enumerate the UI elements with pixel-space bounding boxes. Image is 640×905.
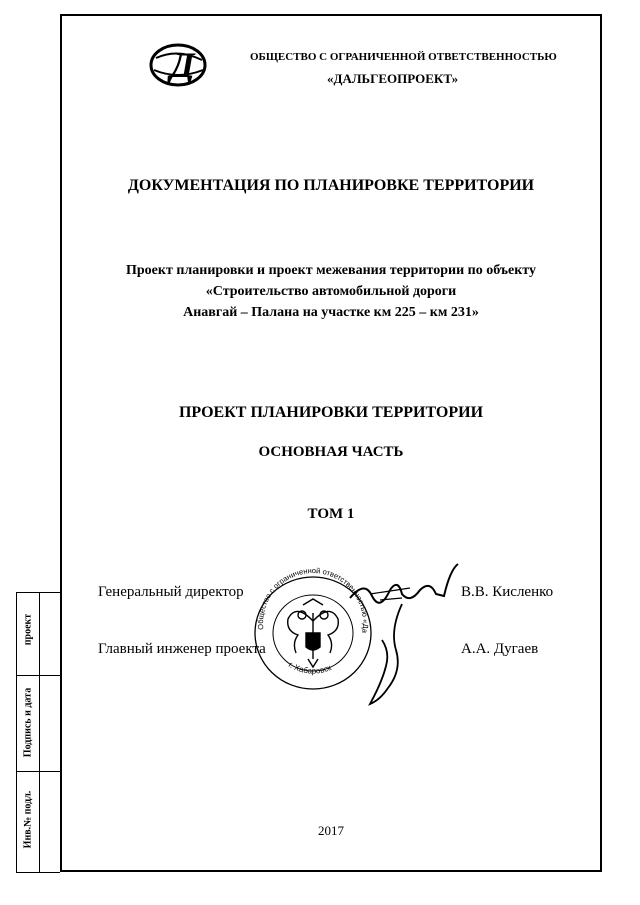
company-logo bbox=[148, 40, 208, 90]
stamp-sign-date-label: Подпись и дата bbox=[22, 687, 34, 758]
project-description bbox=[60, 260, 602, 323]
volume-label: ТОМ 1 bbox=[307, 506, 355, 522]
stamp-row-divider bbox=[17, 675, 60, 676]
org-name-line1: ОБЩЕСТВО С ОГРАНИЧЕННОЙ ОТВЕТСТВЕННОСТЬЮ bbox=[250, 51, 557, 63]
signer-name-engineer: А.А. Дугаев bbox=[461, 641, 539, 657]
signer-role-director: Генеральный директор bbox=[98, 584, 244, 600]
seal-ring-text: Общество с ограниченной ответственностью «Дальгеопроект» bbox=[245, 566, 371, 634]
seal-city-text: г. Хабаровск bbox=[286, 660, 333, 676]
project-line-1: Проект планировки и проект межевания территории по объекту bbox=[126, 263, 536, 278]
stamp-inv-no-label: Инв.№ подл. bbox=[22, 790, 34, 849]
signer-name-director: В.В. Кисленко bbox=[461, 584, 554, 600]
page-frame bbox=[60, 14, 602, 872]
engineer-signature bbox=[360, 600, 420, 710]
logo-letter: Д bbox=[170, 45, 195, 85]
side-stamp-table bbox=[16, 592, 60, 873]
part-title: ПРОЕКТ ПЛАНИРОВКИ ТЕРРИТОРИИ bbox=[178, 404, 484, 421]
part-subtitle: ОСНОВНАЯ ЧАСТЬ bbox=[258, 444, 404, 460]
document-year: 2017 bbox=[318, 823, 344, 838]
stamp-project-label: проект bbox=[22, 613, 34, 646]
stamp-row-divider bbox=[17, 771, 60, 772]
signer-role-engineer: Главный инженер проекта bbox=[98, 641, 266, 657]
org-name-line2: «ДАЛЬГЕОПРОЕКТ» bbox=[327, 71, 459, 86]
eagle-emblem-icon bbox=[288, 599, 339, 667]
document-title: ДОКУМЕНТАЦИЯ ПО ПЛАНИРОВКЕ ТЕРРИТОРИИ bbox=[127, 177, 535, 194]
project-line-2: «Строительство автомобильной дороги bbox=[205, 284, 457, 299]
project-line-3: Анавгай – Палана на участке км 225 – км 231» bbox=[183, 305, 479, 320]
stamp-column-divider bbox=[39, 593, 40, 872]
